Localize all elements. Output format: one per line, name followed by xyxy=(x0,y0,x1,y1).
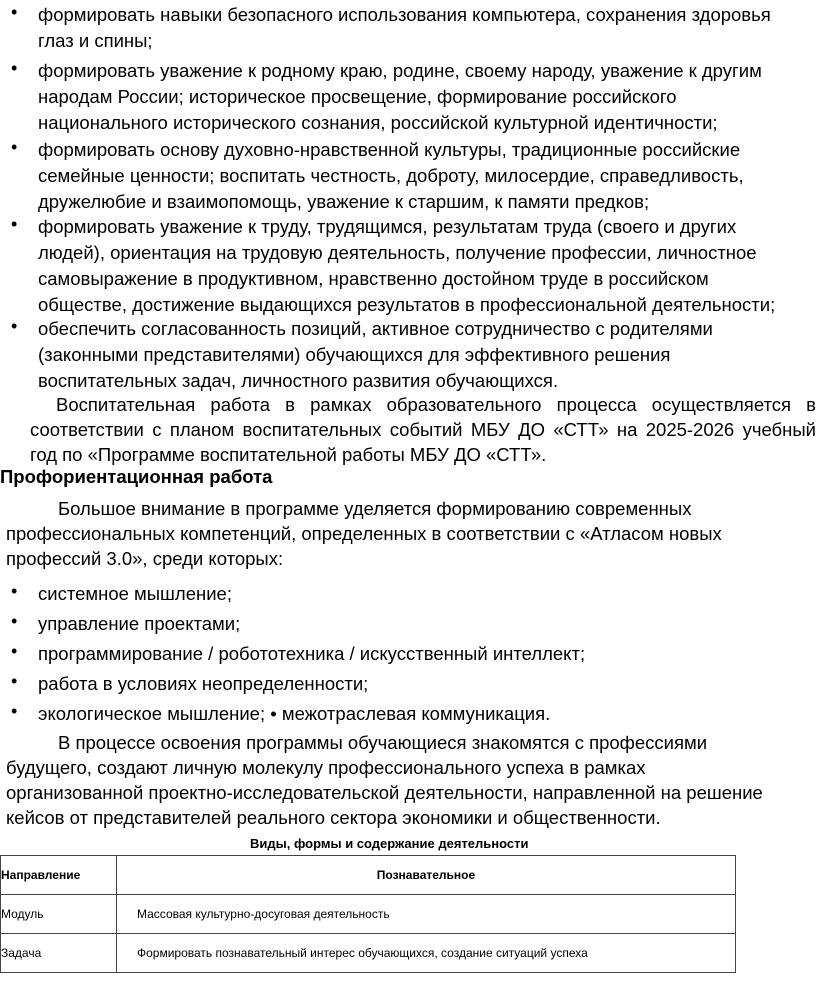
goal-line: обеспечить согласованность позиций, активное сотрудничество с родителями xyxy=(38,318,713,339)
future-line: будущего, создают личную молекулу профессионального успеха в рамках xyxy=(6,757,646,778)
goal-line: дружелюбие и взаимопомощь, уважение к старшим, к памяти предков; xyxy=(38,191,650,212)
goal-line: обществе, достижение выдающихся результатов в профессиональной деятельности; xyxy=(38,294,776,315)
table-caption: Виды, формы и содержание деятельности xyxy=(250,836,529,851)
future-line: В процессе освоения программы обучающиеся знакомятся с профессиями xyxy=(58,732,708,753)
bullet-icon: • xyxy=(11,581,18,601)
goal-line: национального исторического сознания, российской культурной идентичности; xyxy=(38,112,718,133)
bullet-icon: • xyxy=(11,137,18,157)
competency-text: системное мышление; xyxy=(38,583,232,604)
table-row xyxy=(1,895,736,934)
bullet-icon: • xyxy=(11,701,18,721)
goal-line: людей), ориентация на трудовую деятельность, получение профессии, личностное xyxy=(38,242,757,263)
row-label: Направление xyxy=(1,856,117,895)
future-line: организованной проектно-исследовательской деятельности, направленной на решение xyxy=(6,782,763,803)
bullet-icon: • xyxy=(11,316,18,336)
plan-line: Воспитательная работа в рамках образовательного процесса осуществляется в xyxy=(56,394,816,415)
table-row xyxy=(1,934,736,973)
intro-line: профессиональных компетенций, определенных в соответствии с «Атласом новых xyxy=(6,523,722,544)
goal-line: формировать навыки безопасного использования компьютера, сохранения здоровья xyxy=(38,4,771,25)
goal-line: формировать уважение к труду, трудящимся, результатам труда (своего и других xyxy=(38,216,737,237)
competency-text: работа в условиях неопределенности; xyxy=(38,673,369,694)
row-label: Модуль xyxy=(1,895,117,934)
section-title: Профориентационная работа xyxy=(0,466,273,487)
row-value: Массовая культурно-досуговая деятельность xyxy=(117,895,736,934)
plan-paragraph xyxy=(30,392,816,467)
goal-line: народам России; историческое просвещение, формирование российского xyxy=(38,86,677,107)
row-value: Познавательное xyxy=(117,856,736,895)
bullet-icon: • xyxy=(11,671,18,691)
goal-line: воспитательных задач, личностного развития обучающихся. xyxy=(38,370,559,391)
intro-line: профессий 3.0», среди которых: xyxy=(6,548,284,569)
goal-line: глаз и спины; xyxy=(38,30,153,51)
competency-text: программирование / робототехника / искусственный интеллект; xyxy=(38,643,586,664)
row-label: Задача xyxy=(1,934,117,973)
goal-line: (законными представителями) обучающихся для эффективного решения xyxy=(38,344,671,365)
competency-text: управление проектами; xyxy=(38,613,241,634)
row-value: Формировать познавательный интерес обучающихся, создание ситуаций успеха xyxy=(117,934,736,973)
goal-line: семейные ценности; воспитать честность, доброту, милосердие, справедливость, xyxy=(38,165,744,186)
goal-line: формировать уважение к родному краю, родине, своему народу, уважение к другим xyxy=(38,60,762,81)
intro-line: Большое внимание в программе уделяется формированию современных xyxy=(58,498,692,519)
future-line: кейсов от представителей реального сектора экономики и общественности. xyxy=(6,807,661,828)
bullet-icon: • xyxy=(11,2,18,22)
competency-text: экологическое мышление; • межотраслевая коммуникация. xyxy=(38,703,551,724)
goal-line: формировать основу духовно-нравственной культуры, традиционные российские xyxy=(38,139,741,160)
goal-line: самовыражение в продуктивном, нравственно достойном труде в российском xyxy=(38,268,709,289)
plan-line: соответствии с планом воспитательных событий МБУ ДО «СТТ» на 2025-2026 учебный xyxy=(30,419,816,440)
bullet-icon: • xyxy=(11,214,18,234)
intro-paragraph xyxy=(6,496,722,571)
future-paragraph xyxy=(6,730,763,830)
bullet-icon: • xyxy=(11,641,18,661)
bullet-icon: • xyxy=(11,611,18,631)
activity-table xyxy=(0,855,736,973)
table-row xyxy=(1,856,736,895)
bullet-icon: • xyxy=(11,58,18,78)
plan-line: год по «Программе воспитательной работы МБУ ДО «СТТ». xyxy=(30,444,547,465)
